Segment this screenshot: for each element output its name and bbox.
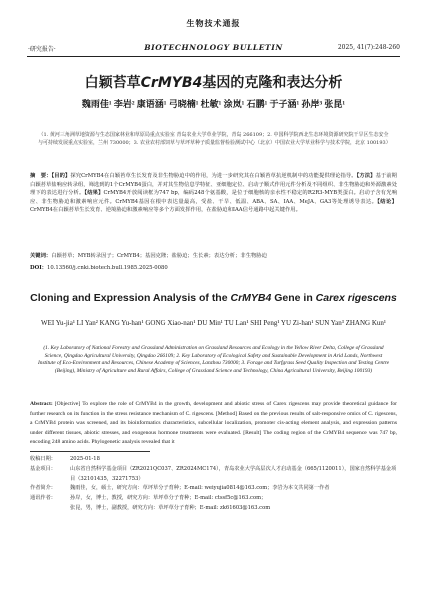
footnote-author (30, 484, 400, 494)
footnote-received-value: 2025-01-18 (70, 456, 100, 462)
authors-cn: 魏雨佳¹ 李岩² 康语涵¹ 弓晓楠¹ 杜敏¹ 涂岚¹ 石鹏¹ 于子涵¹ 孙岸³ 张昆¹ (81, 99, 346, 109)
title-en-species: Carex rigescens (315, 292, 397, 304)
abstract-cn (30, 172, 397, 215)
abstract-cn-objective-label: 【目的】 (51, 173, 71, 179)
abstract-cn-results: CrMYB4开放阅读框为747 bp，编码248个氨基酸，是位于细胞核的亲水性不稳定的R2R3-MYB类蛋白。启动子含有光响应、非生物胁迫和激素响应元件。CrMYB4基因在根中表达量最高，受盐、干旱、低温、ABA、SA、IAA、MeJA、GA3等处理诱导表达。 (30, 190, 397, 205)
abstract-cn-label: 摘 要： (30, 173, 52, 179)
abstract-en-result-label: [Result] (243, 429, 262, 436)
journal-title-cn: 生物技术通报 (186, 18, 241, 28)
footnote-corresponding-label: 通讯作者： (30, 495, 56, 502)
footnote-corresponding-value: 孙岸，女，博士，教授，研究方向：草坪草分子育种；E-mail: ctssf5c@163.com； (70, 495, 267, 502)
doi-label: DOI： (30, 265, 47, 271)
article-title-en (0, 292, 427, 304)
footnote-corresponding-2-label (30, 504, 70, 514)
abstract-en-result: The coding region of the CrMYB4 sequence was 747 bp, encoding 248 amino acids. Phylogenetic analysis revealed that it (30, 429, 397, 446)
footnote-author-label: 作者简介： (30, 485, 56, 492)
abstract-cn-methods-label: 【方法】 (356, 173, 376, 179)
title-en-gene: CrMYB4 (230, 292, 272, 304)
doi-line (30, 263, 397, 271)
header-divider (27, 56, 400, 57)
abstract-en-objective: To explore the role of CrMYB4 in the growth, development and abiotic stress of Carex rigescens may provide theoretical guidance for further research on its function in the stress resistance mechanism of C. rigescens. (30, 401, 397, 417)
footnote-received (30, 455, 400, 465)
footnotes (30, 455, 400, 514)
title-cn-suffix: 基因的克隆和表达分析 (202, 75, 343, 91)
footnote-corresponding-2 (30, 504, 400, 514)
abstract-cn-objective: 探究CrMYB4在白颖苔草生长发育及非生物胁迫中的作用，为进一步研究其在白颖苔草抗逆机制中的功能提供理论指导。 (70, 173, 357, 179)
footnote-funding-label: 基金项目： (30, 465, 56, 472)
authors-en: WEI Yu-jia¹ LI Yan² KANG Yu-han¹ GONG Xiao-nan¹ DU Min¹ TU Lan¹ SHI Peng¹ YU Zi-han¹ SUN Yan³ ZHANG Kun¹ (41, 319, 386, 327)
footnote-divider (30, 451, 150, 452)
footnote-received-label: 收稿日期： (30, 456, 56, 462)
title-en-prefix: Cloning and Expression Analysis of the (30, 292, 231, 304)
section-label: ·研究报告· (28, 46, 56, 53)
volume-info: 2025, 41(7):248-260 (337, 44, 400, 51)
footnote-corresponding (30, 494, 400, 504)
title-cn-gene: CrMYB4 (140, 75, 203, 91)
doi-link[interactable]: 10.13560/j.cnki.biotech.bull.1985.2025-0080 (46, 265, 168, 271)
affiliations-en: (1. Key Laboratory of National Forestry and Grassland Administration on Grassland Resources and Ecology in the Yellow River Delta, College of Grassland Science, Qingdao Agricultural University, Qingdao 266109; 2. Key Laboratory of Ecological Safety and Sustainable Development in Arid Lands, Northwest Institute of Eco-Environment and Resources, Chinese Academy of Sciences, Lanzhou 730000; 3. Forage and Turfgrass Seed Quality Inspection and Testing Centre (Beijing), Ministry of Agriculture and Rural Affairs, College of Grassland Science and Technology, China Agricultural University, Beijing 100193) (37, 345, 390, 375)
footnote-funding (30, 465, 400, 485)
footnote-funding-value: 山东省自然科学基金项目（ZR2021QC037、ZR2024MC174），青岛农业大学高层次人才启动基金（665/1120011），国家自然科学基金项目（32101435，32271753） (70, 465, 397, 482)
article-title-cn (0, 72, 427, 92)
title-en-middle: Gene in (271, 292, 316, 304)
abstract-en-method-label: [Method] (215, 410, 238, 417)
title-cn-prefix: 白颖苔草 (84, 75, 141, 91)
abstract-cn-conclusion-label: 【结论】 (377, 198, 397, 205)
keywords-cn-label: 关键词： (30, 253, 52, 259)
abstract-cn-methods: 基于前期白颖苔草盐响应转录组，筛选到的1个CrMYB4蛋白，并对其生物信息学特征、亚细胞定位、启动子顺式作用元件分析及不同组织、非生物胁迫和外源激素处理下的表达进行分析。 (30, 173, 397, 197)
abstract-en-objective-label: [Objective] (54, 401, 81, 407)
footnote-corresponding-2-value: 张昆，男，博士，副教授，研究方向：草坪草分子育种；E-mail: zk61603@163.com (70, 504, 271, 511)
abstract-cn-results-label: 【结果】 (84, 190, 104, 197)
abstract-cn-conclusion: CrMYB4在白颖苔草生长发育、逆境胁迫和激素响应等多个方面发挥作用，在盐胁迫和IAA信号通路中起关键作用。 (30, 207, 301, 214)
abstract-en-method: Based on the previous results of salt-responsive omics of C. rigescens, a CrMYB4 protein was screened, and its bioinformatics characteristics, subcellular localization, promoter cis-acting element analysis, and expression patterns under different tissues, abiotic stresses, and exogenous hormone treatments were evaluated. (30, 410, 397, 436)
journal-title-en: BIOTECHNOLOGY BULLETIN (144, 43, 283, 52)
abstract-en-label: Abstract: (30, 401, 53, 407)
keywords-cn-text: 白颖苔草；MYB转录因子；CrMYB4；基因克隆；盐胁迫；生长素；表达分析；非生物胁迫 (51, 253, 267, 259)
keywords-cn (30, 252, 397, 261)
abstract-en (30, 400, 397, 448)
affiliations-cn: （1. 黄河三角洲草地资源与生态国家林业和草原局重点实验室 青岛农业大学草业学院，青岛 266109；2. 中国科学院西北生态环境资源研究院干旱区生态安全与可持续发展重点实验室，兰州 730000；3. 农业农村部饲草与草坪草种子质量监督检验测试中心（北京）中国农业大学草业科学与技术学院，北京 100193） (38, 132, 391, 146)
footnote-author-value: 魏雨佳，女，硕士，研究方向：草坪草分子育种；E-mail: weiyujia0814@163.com；李岩为本文共同第一作者 (70, 485, 330, 492)
